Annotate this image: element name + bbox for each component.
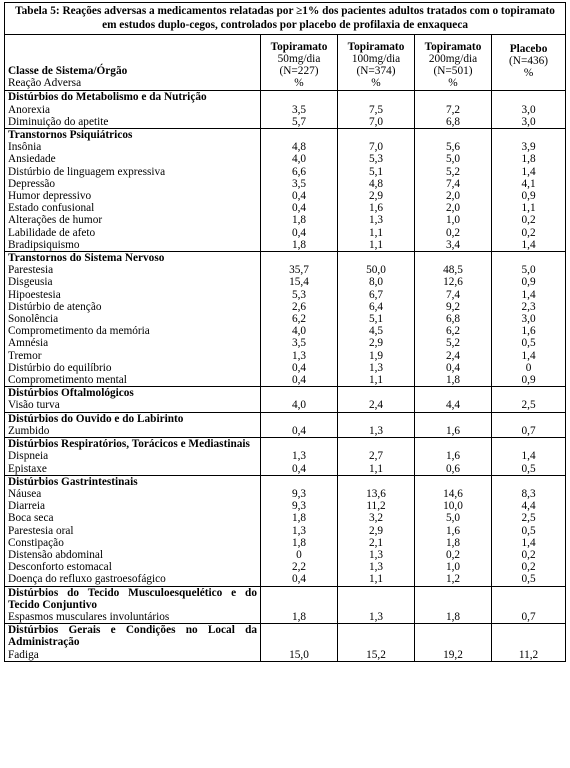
header-drug-label: Topiramato xyxy=(347,40,405,53)
group-empty-cell xyxy=(415,438,492,451)
percent-value: 0,7 xyxy=(492,611,566,624)
percent-value: 2,4 xyxy=(415,350,492,362)
table-row xyxy=(5,561,566,573)
percent-value: 4,4 xyxy=(492,500,566,512)
reaction-name: Dispneia xyxy=(5,450,261,462)
percent-value: 0,5 xyxy=(492,463,566,476)
group-empty-cell xyxy=(415,129,492,142)
percent-value: 1,3 xyxy=(261,350,338,362)
percent-value: 9,2 xyxy=(415,301,492,313)
percent-value: 13,6 xyxy=(338,488,415,500)
percent-value: 1,4 xyxy=(492,450,566,462)
percent-value: 10,0 xyxy=(415,500,492,512)
percent-value: 1,8 xyxy=(261,512,338,524)
percent-value: 15,4 xyxy=(261,276,338,288)
table-row xyxy=(5,374,566,387)
percent-value: 1,4 xyxy=(492,537,566,549)
reaction-name: Distúrbio de linguagem expressiva xyxy=(5,166,261,178)
percent-value: 1,8 xyxy=(415,611,492,624)
percent-value: 7,0 xyxy=(338,141,415,153)
percent-value: 1,6 xyxy=(415,525,492,537)
reaction-name: Espasmos musculares involuntários xyxy=(5,611,261,624)
percent-value: 0,4 xyxy=(261,190,338,202)
table-row xyxy=(5,362,566,374)
reaction-name: Distúrbio de atenção xyxy=(5,301,261,313)
percent-value: 1,8 xyxy=(261,537,338,549)
reaction-name: Disgeusia xyxy=(5,276,261,288)
percent-value: 1,1 xyxy=(492,202,566,214)
reaction-name: Bradipsiquismo xyxy=(5,239,261,252)
percent-value: 6,8 xyxy=(415,313,492,325)
percent-value: 5,0 xyxy=(492,264,566,276)
percent-value: 3,5 xyxy=(261,178,338,190)
percent-value: 2,4 xyxy=(338,399,415,412)
percent-value: 5,6 xyxy=(415,141,492,153)
group-empty-cell xyxy=(338,91,415,104)
reaction-name: Humor depressivo xyxy=(5,190,261,202)
percent-value: 2,0 xyxy=(415,190,492,202)
table-caption-row xyxy=(5,3,566,35)
percent-value: 1,3 xyxy=(338,549,415,561)
reaction-name: Parestesia oral xyxy=(5,525,261,537)
reaction-name: Distensão abdominal xyxy=(5,549,261,561)
percent-value: 1,1 xyxy=(338,573,415,586)
percent-value: 1,6 xyxy=(338,202,415,214)
percent-value: 3,0 xyxy=(492,313,566,325)
reaction-name: Boca seca xyxy=(5,512,261,524)
percent-value: 0,2 xyxy=(492,549,566,561)
reaction-name: Náusea xyxy=(5,488,261,500)
header-col-placebo xyxy=(492,35,566,91)
reaction-name: Labilidade de afeto xyxy=(5,227,261,239)
reaction-name: Sonolência xyxy=(5,313,261,325)
group-empty-cell xyxy=(261,412,338,425)
reaction-name: Comprometimento mental xyxy=(5,374,261,387)
percent-value: 8,3 xyxy=(492,488,566,500)
percent-value: 5,3 xyxy=(261,289,338,301)
reaction-name: Tremor xyxy=(5,350,261,362)
header-class-cell xyxy=(5,35,261,91)
group-empty-cell xyxy=(492,586,566,611)
reaction-name: Zumbido xyxy=(5,425,261,438)
group-name: Transtornos Psiquiátricos xyxy=(5,129,261,142)
percent-value: 4,4 xyxy=(415,399,492,412)
table-row xyxy=(5,116,566,129)
group-name: Distúrbios do Ouvido e do Labirinto xyxy=(5,412,261,425)
header-unit-label: % xyxy=(294,77,304,90)
header-reaction-label: Reação Adversa xyxy=(8,77,82,90)
percent-value: 9,3 xyxy=(261,488,338,500)
table-row xyxy=(5,488,566,500)
percent-value: 5,3 xyxy=(338,153,415,165)
header-class-label: Classe de Sistema/Órgão xyxy=(8,65,128,77)
percent-value: 0 xyxy=(261,549,338,561)
percent-value: 0,9 xyxy=(492,374,566,387)
reaction-name: Depressão xyxy=(5,178,261,190)
group-name: Distúrbios do Tecido Musculoesquelético e do Tecido Conjuntivo xyxy=(5,586,261,611)
table-row xyxy=(5,463,566,476)
percent-value: 0,5 xyxy=(492,525,566,537)
percent-value: 3,5 xyxy=(261,104,338,116)
percent-value: 7,5 xyxy=(338,104,415,116)
table-row xyxy=(5,239,566,252)
group-empty-cell xyxy=(261,91,338,104)
percent-value: 2,7 xyxy=(338,450,415,462)
reaction-name: Amnésia xyxy=(5,337,261,349)
header-unit-label: % xyxy=(448,77,458,90)
percent-value: 2,6 xyxy=(261,301,338,313)
percent-value: 0,2 xyxy=(415,549,492,561)
table-row xyxy=(5,450,566,462)
header-dose-label: 200mg/dia xyxy=(428,52,478,65)
table-row xyxy=(5,525,566,537)
percent-value: 1,6 xyxy=(415,425,492,438)
percent-value: 3,5 xyxy=(261,337,338,349)
header-drug-label: Placebo xyxy=(509,43,548,55)
group-empty-cell xyxy=(415,252,492,265)
group-empty-cell xyxy=(415,475,492,488)
percent-value: 50,0 xyxy=(338,264,415,276)
percent-value: 1,1 xyxy=(338,463,415,476)
group-empty-cell xyxy=(338,586,415,611)
table-row xyxy=(5,202,566,214)
table-row xyxy=(5,166,566,178)
table-row xyxy=(5,178,566,190)
percent-value: 6,8 xyxy=(415,116,492,129)
percent-value: 0 xyxy=(492,362,566,374)
percent-value: 1,3 xyxy=(338,362,415,374)
percent-value: 0,4 xyxy=(261,374,338,387)
percent-value: 0,2 xyxy=(492,227,566,239)
percent-value: 2,9 xyxy=(338,190,415,202)
reaction-name: Comprometimento da memória xyxy=(5,325,261,337)
percent-value: 0,4 xyxy=(261,202,338,214)
percent-value: 3,9 xyxy=(492,141,566,153)
table-row xyxy=(5,264,566,276)
group-name: Distúrbios Gerais e Condições no Local da Administração xyxy=(5,624,261,649)
group-empty-cell xyxy=(338,387,415,400)
group-name: Distúrbios do Metabolismo e da Nutrição xyxy=(5,91,261,104)
header-unit-label: % xyxy=(523,67,534,80)
group-name: Distúrbios Respiratórios, Torácicos e Mediastinais xyxy=(5,438,261,451)
percent-value: 1,1 xyxy=(338,239,415,252)
percent-value: 14,6 xyxy=(415,488,492,500)
reaction-name: Alterações de humor xyxy=(5,214,261,226)
reaction-name: Anorexia xyxy=(5,104,261,116)
percent-value: 6,6 xyxy=(261,166,338,178)
table-row xyxy=(5,141,566,153)
group-name: Transtornos do Sistema Nervoso xyxy=(5,252,261,265)
table-row xyxy=(5,301,566,313)
table-row xyxy=(5,573,566,586)
reaction-name: Insônia xyxy=(5,141,261,153)
percent-value: 0,5 xyxy=(492,337,566,349)
percent-value: 1,4 xyxy=(492,350,566,362)
header-unit-label: % xyxy=(371,77,381,90)
percent-value: 3,0 xyxy=(492,104,566,116)
table-row xyxy=(5,313,566,325)
percent-value: 1,2 xyxy=(415,573,492,586)
percent-value: 1,3 xyxy=(261,525,338,537)
percent-value: 0,2 xyxy=(492,214,566,226)
group-empty-cell xyxy=(492,129,566,142)
percent-value: 48,5 xyxy=(415,264,492,276)
header-dose-label: 100mg/dia xyxy=(351,52,401,65)
group-empty-cell xyxy=(338,438,415,451)
percent-value: 2,5 xyxy=(492,399,566,412)
percent-value: 15,2 xyxy=(338,649,415,662)
percent-value: 1,0 xyxy=(415,214,492,226)
percent-value: 11,2 xyxy=(492,649,566,662)
percent-value: 0,4 xyxy=(261,227,338,239)
percent-value: 1,3 xyxy=(261,450,338,462)
percent-value: 5,0 xyxy=(415,512,492,524)
percent-value: 4,0 xyxy=(261,153,338,165)
reaction-name: Hipoestesia xyxy=(5,289,261,301)
table-row xyxy=(5,399,566,412)
percent-value: 7,4 xyxy=(415,289,492,301)
percent-value: 35,7 xyxy=(261,264,338,276)
group-empty-cell xyxy=(338,475,415,488)
percent-value: 0,2 xyxy=(492,561,566,573)
percent-value: 6,4 xyxy=(338,301,415,313)
percent-value: 9,3 xyxy=(261,500,338,512)
percent-value: 11,2 xyxy=(338,500,415,512)
group-empty-cell xyxy=(261,252,338,265)
percent-value: 1,8 xyxy=(261,214,338,226)
percent-value: 1,1 xyxy=(338,227,415,239)
percent-value: 5,2 xyxy=(415,337,492,349)
percent-value: 3,2 xyxy=(338,512,415,524)
table-row xyxy=(5,153,566,165)
table-row xyxy=(5,537,566,549)
percent-value: 4,0 xyxy=(261,325,338,337)
group-empty-cell xyxy=(415,91,492,104)
group-empty-cell xyxy=(415,586,492,611)
group-header-row xyxy=(5,586,566,611)
table-row xyxy=(5,337,566,349)
percent-value: 1,4 xyxy=(492,166,566,178)
percent-value: 7,4 xyxy=(415,178,492,190)
percent-value: 4,0 xyxy=(261,399,338,412)
header-dose-label: 50mg/dia xyxy=(277,52,321,65)
percent-value: 12,6 xyxy=(415,276,492,288)
percent-value: 1,4 xyxy=(492,289,566,301)
table-row xyxy=(5,276,566,288)
table-row xyxy=(5,214,566,226)
group-name: Distúrbios Oftalmológicos xyxy=(5,387,261,400)
percent-value: 7,2 xyxy=(415,104,492,116)
group-empty-cell xyxy=(492,252,566,265)
group-empty-cell xyxy=(261,475,338,488)
header-n-label: (N=436) xyxy=(509,55,549,68)
group-empty-cell xyxy=(492,412,566,425)
table-row xyxy=(5,190,566,202)
group-empty-cell xyxy=(492,438,566,451)
percent-value: 6,2 xyxy=(261,313,338,325)
group-empty-cell xyxy=(261,129,338,142)
percent-value: 0,9 xyxy=(492,190,566,202)
percent-value: 6,7 xyxy=(338,289,415,301)
percent-value: 0,4 xyxy=(261,573,338,586)
percent-value: 0,5 xyxy=(492,573,566,586)
group-empty-cell xyxy=(338,129,415,142)
reaction-name: Distúrbio do equilíbrio xyxy=(5,362,261,374)
percent-value: 1,6 xyxy=(492,325,566,337)
group-empty-cell xyxy=(261,438,338,451)
header-col-50 xyxy=(261,35,338,91)
percent-value: 1,3 xyxy=(338,611,415,624)
group-header-row xyxy=(5,438,566,451)
group-header-row xyxy=(5,91,566,104)
group-empty-cell xyxy=(261,387,338,400)
group-header-row xyxy=(5,412,566,425)
percent-value: 5,0 xyxy=(415,153,492,165)
table-row xyxy=(5,104,566,116)
percent-value: 1,6 xyxy=(415,450,492,462)
percent-value: 0,4 xyxy=(261,463,338,476)
percent-value: 7,0 xyxy=(338,116,415,129)
group-empty-cell xyxy=(261,624,338,649)
percent-value: 5,7 xyxy=(261,116,338,129)
group-empty-cell xyxy=(492,624,566,649)
group-header-row xyxy=(5,387,566,400)
percent-value: 5,1 xyxy=(338,166,415,178)
percent-value: 15,0 xyxy=(261,649,338,662)
percent-value: 2,9 xyxy=(338,337,415,349)
percent-value: 3,4 xyxy=(415,239,492,252)
reaction-name: Desconforto estomacal xyxy=(5,561,261,573)
percent-value: 1,3 xyxy=(338,425,415,438)
percent-value: 0,7 xyxy=(492,425,566,438)
percent-value: 6,2 xyxy=(415,325,492,337)
group-empty-cell xyxy=(415,412,492,425)
percent-value: 5,2 xyxy=(415,166,492,178)
group-empty-cell xyxy=(338,252,415,265)
percent-value: 1,8 xyxy=(261,611,338,624)
header-n-label: (N=501) xyxy=(433,65,473,77)
group-empty-cell xyxy=(492,475,566,488)
reaction-name: Doença do refluxo gastroesofágico xyxy=(5,573,261,586)
group-header-row xyxy=(5,624,566,649)
reaction-name: Estado confusional xyxy=(5,202,261,214)
percent-value: 1,8 xyxy=(415,374,492,387)
group-header-row xyxy=(5,252,566,265)
percent-value: 0,6 xyxy=(415,463,492,476)
header-col-100 xyxy=(338,35,415,91)
percent-value: 0,4 xyxy=(261,425,338,438)
reaction-name: Fadiga xyxy=(5,649,261,662)
table-row xyxy=(5,425,566,438)
header-drug-label: Topiramato xyxy=(424,40,482,53)
percent-value: 1,0 xyxy=(415,561,492,573)
percent-value: 3,0 xyxy=(492,116,566,129)
table-row xyxy=(5,325,566,337)
adverse-reactions-table xyxy=(4,2,566,662)
group-empty-cell xyxy=(261,586,338,611)
percent-value: 2,2 xyxy=(261,561,338,573)
table-row xyxy=(5,549,566,561)
percent-value: 0,2 xyxy=(415,227,492,239)
table-row xyxy=(5,611,566,624)
table-row xyxy=(5,512,566,524)
table-row xyxy=(5,500,566,512)
percent-value: 2,5 xyxy=(492,512,566,524)
percent-value: 2,3 xyxy=(492,301,566,313)
percent-value: 1,8 xyxy=(415,537,492,549)
header-drug-label: Topiramato xyxy=(270,40,328,53)
table-row xyxy=(5,649,566,662)
group-empty-cell xyxy=(492,387,566,400)
header-n-label: (N=227) xyxy=(279,65,319,77)
percent-value: 1,3 xyxy=(338,214,415,226)
percent-value: 4,5 xyxy=(338,325,415,337)
percent-value: 8,0 xyxy=(338,276,415,288)
group-empty-cell xyxy=(415,387,492,400)
document-page xyxy=(4,2,565,662)
percent-value: 1,8 xyxy=(492,153,566,165)
table-row xyxy=(5,289,566,301)
header-n-label: (N=374) xyxy=(356,65,396,77)
table-title: Tabela 5: Reações adversas a medicamentos relatadas por ≥1% dos pacientes adultos tratados com o topiramato em estudos duplo-cegos, controlados por placebo de profilaxia de enxaqueca xyxy=(5,3,566,35)
table-header-row xyxy=(5,35,566,91)
reaction-name: Diminuição do apetite xyxy=(5,116,261,129)
reaction-name: Diarreia xyxy=(5,500,261,512)
reaction-name: Visão turva xyxy=(5,399,261,412)
reaction-name: Ansiedade xyxy=(5,153,261,165)
group-header-row xyxy=(5,475,566,488)
group-empty-cell xyxy=(415,624,492,649)
table-row xyxy=(5,350,566,362)
percent-value: 1,1 xyxy=(338,374,415,387)
group-empty-cell xyxy=(338,412,415,425)
group-header-row xyxy=(5,129,566,142)
percent-value: 0,4 xyxy=(415,362,492,374)
percent-value: 0,4 xyxy=(261,362,338,374)
group-empty-cell xyxy=(492,91,566,104)
group-name: Distúrbios Gastrintestinais xyxy=(5,475,261,488)
reaction-name: Parestesia xyxy=(5,264,261,276)
percent-value: 2,9 xyxy=(338,525,415,537)
percent-value: 1,9 xyxy=(338,350,415,362)
percent-value: 4,8 xyxy=(261,141,338,153)
percent-value: 1,3 xyxy=(338,561,415,573)
percent-value: 1,4 xyxy=(492,239,566,252)
group-empty-cell xyxy=(338,624,415,649)
header-col-200 xyxy=(415,35,492,91)
reaction-name: Epistaxe xyxy=(5,463,261,476)
percent-value: 4,1 xyxy=(492,178,566,190)
percent-value: 2,0 xyxy=(415,202,492,214)
percent-value: 4,8 xyxy=(338,178,415,190)
percent-value: 0,9 xyxy=(492,276,566,288)
reaction-name: Constipação xyxy=(5,537,261,549)
percent-value: 2,1 xyxy=(338,537,415,549)
percent-value: 19,2 xyxy=(415,649,492,662)
percent-value: 1,8 xyxy=(261,239,338,252)
table-row xyxy=(5,227,566,239)
percent-value: 5,1 xyxy=(338,313,415,325)
